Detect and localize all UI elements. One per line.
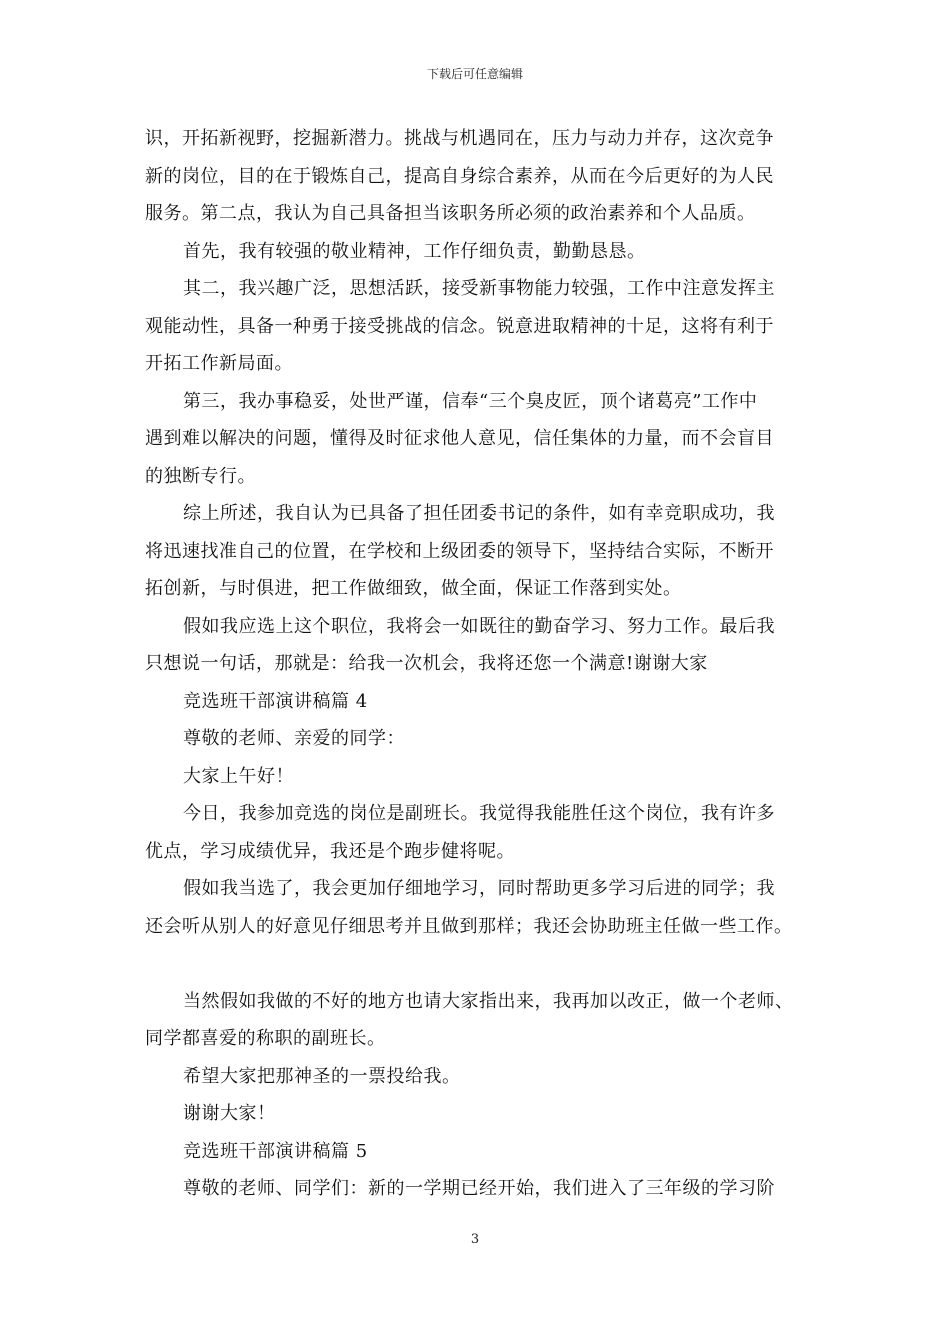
- body-line: 优点，学习成绩优异，我还是个跑步健将呢。: [145, 840, 515, 862]
- body-line: 其二，我兴趣广泛，思想活跃，接受新事物能力较强，工作中注意发挥主: [183, 278, 775, 299]
- body-line: 新的岗位，目的在于锻炼自己，提高自身综合素养，从而在今后更好的为人民: [145, 165, 774, 187]
- body-line: 综上所述，我自认为已具备了担任团委书记的条件，如有幸竞职成功，我: [183, 503, 775, 524]
- body-line: 尊敬的老师、同学们：新的一学期已经开始，我们进入了三年级的学习阶: [183, 1178, 775, 1199]
- body-line: 将迅速找准自己的位置，在学校和上级团委的领导下，坚持结合实际，不断开: [145, 540, 774, 562]
- body-line: 观能动性，具备一种勇于接受挑战的信念。锐意进取精神的十足，这将有利于: [145, 315, 774, 337]
- document-body: [145, 120, 815, 1208]
- body-line: 今日，我参加竞选的岗位是副班长。我觉得我能胜任这个岗位，我有许多: [183, 803, 775, 824]
- page-header: 下载后可任意编辑: [426, 67, 523, 81]
- body-line: 还会听从别人的好意见仔细思考并且做到那样；我还会协助班主任做一些工作。: [145, 915, 793, 937]
- section-heading: 竞选班干部演讲稿篇 4: [183, 690, 368, 712]
- page-number: 3: [470, 1232, 480, 1247]
- body-line: 首先，我有较强的敬业精神，工作仔细负责，勤勤恳恳。: [183, 240, 646, 262]
- body-line: 同学都喜爱的称职的副班长。: [145, 1028, 386, 1049]
- body-line: 假如我应选上这个职位，我将会一如既往的勤奋学习、努力工作。最后我: [183, 615, 775, 637]
- blank-line: [145, 945, 815, 983]
- body-line: 当然假如我做的不好的地方也请大家指出来，我再加以改正，做一个老师、: [183, 990, 794, 1012]
- body-line: 服务。第二点，我认为自己具备担当该职务所必须的政治素养和个人品质。: [145, 203, 756, 224]
- body-line: 识，开拓新视野，挖掘新潜力。挑战与机遇同在，压力与动力并存，这次竞争: [145, 128, 774, 149]
- body-line: 希望大家把那神圣的一票投给我。: [183, 1065, 461, 1087]
- greeting: 大家上午好！: [183, 765, 294, 787]
- body-line: 拓创新，与时俱进，把工作做细致，做全面，保证工作落到实处。: [145, 578, 682, 599]
- body-line: 开拓工作新局面。: [145, 353, 293, 374]
- salutation: 尊敬的老师、亲爱的同学：: [183, 728, 405, 749]
- body-line: 假如我当选了，我会更加仔细地学习，同时帮助更多学习后进的同学；我: [183, 878, 775, 899]
- closing-line: 谢谢大家！: [183, 1103, 276, 1124]
- body-line: 只想说一句话，那就是：给我一次机会，我将还您一个满意!谢谢大家: [145, 653, 708, 674]
- body-line: 第三，我办事稳妥，处世严谨，信奉“三个臭皮匠，顶个诸葛亮”工作中: [183, 390, 758, 412]
- section-heading: 竞选班干部演讲稿篇 5: [183, 1140, 368, 1162]
- body-line: 的独断专行。: [145, 465, 256, 487]
- body-line: 遇到难以解决的问题，懂得及时征求他人意见，信任集体的力量，而不会盲目: [145, 428, 774, 449]
